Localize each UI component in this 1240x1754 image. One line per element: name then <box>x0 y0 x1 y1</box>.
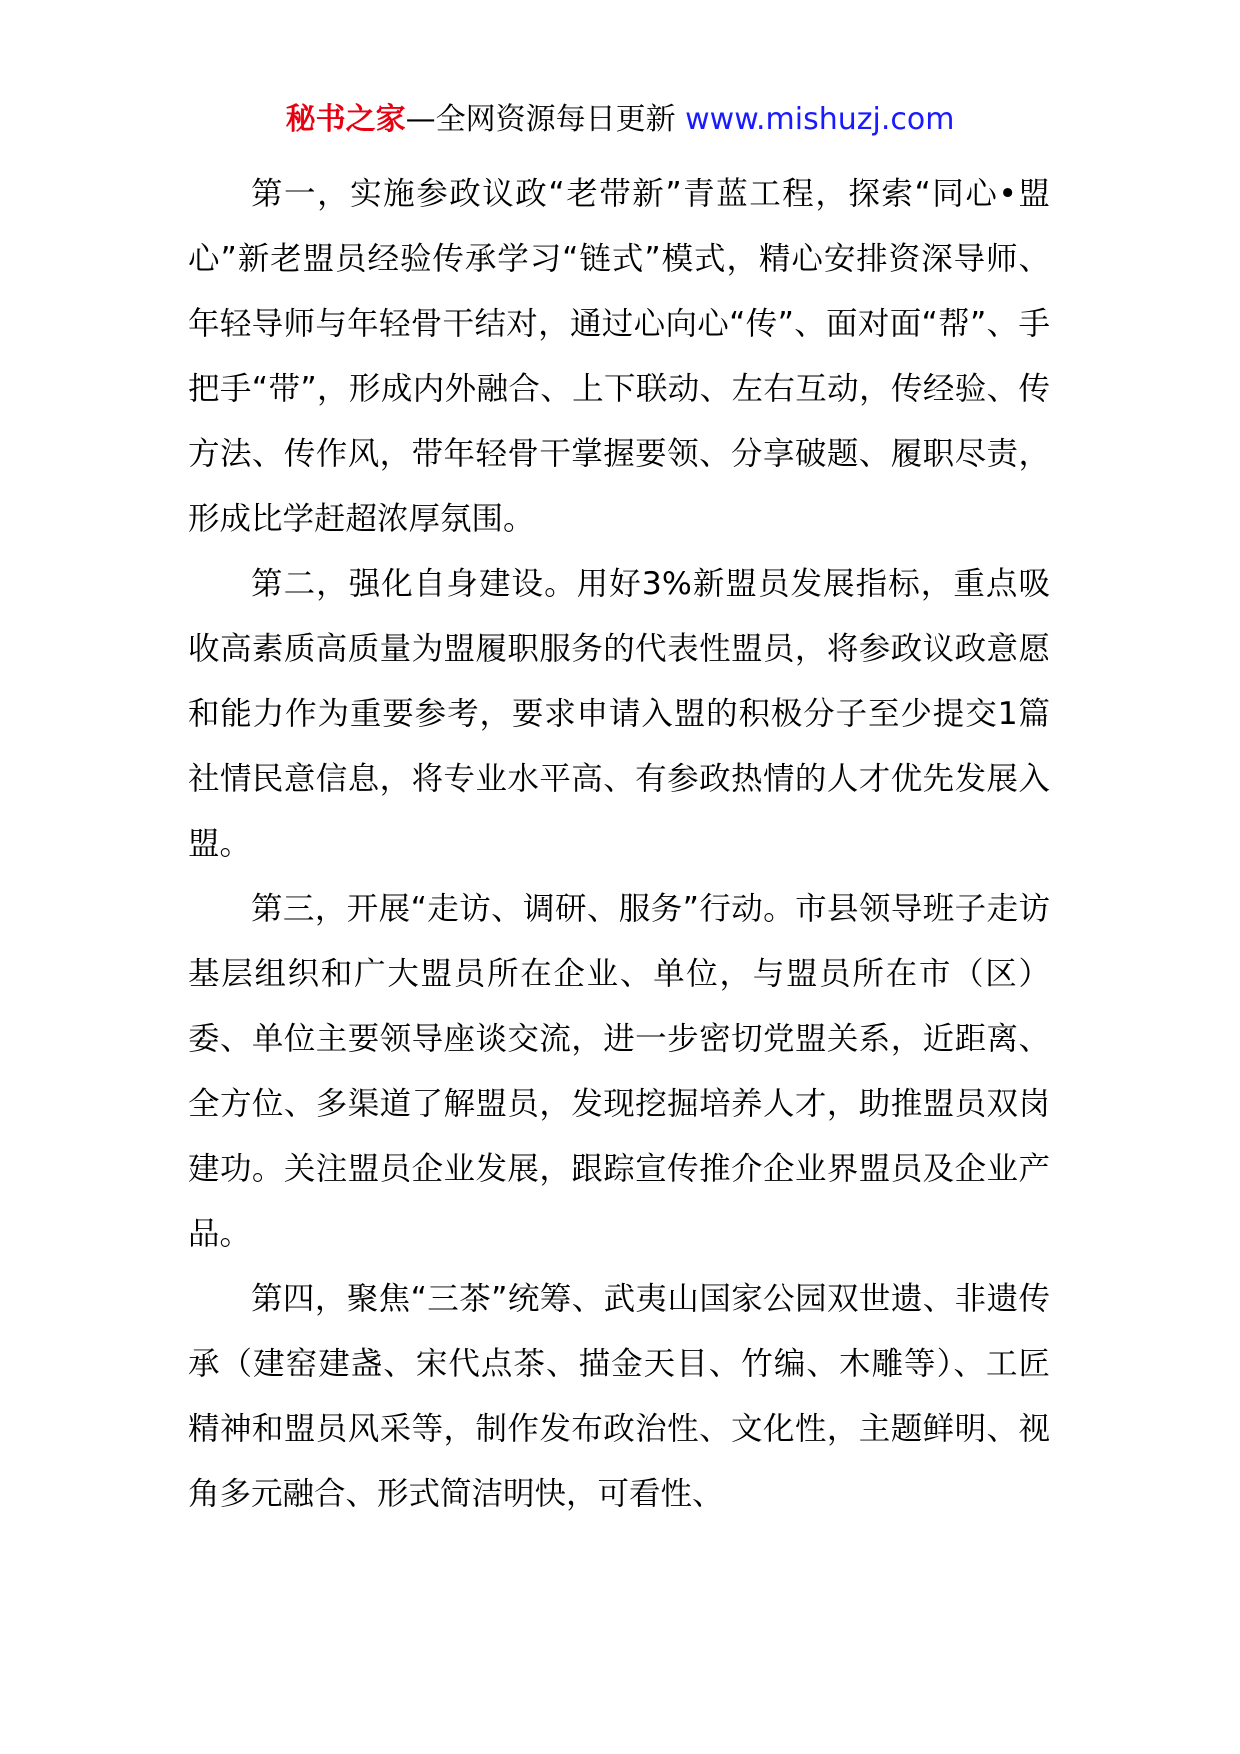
site-url-link[interactable]: www.mishuzj.com <box>685 102 955 137</box>
paragraph-3: 第三，开展“走访、调研、服务”行动。市县领导班子走访基层组织和广大盟员所在企业、单位，与盟员所在市（区）委、单位主要领导座谈交流，进一步密切党盟关系，近距离、全方位、多渠道了解盟员，发现挖掘培养人才，助推盟员双岗建功。关注盟员企业发展，跟踪宣传推介企业界盟员及企业产品。 <box>188 891 1050 1252</box>
document-body <box>188 162 1050 1527</box>
paragraph-1: 第一，实施参政议政“老带新”青蓝工程，探索“同心•盟心”新老盟员经验传承学习“链式”模式，精心安排资深导师、年轻导师与年轻骨干结对，通过心向心“传”、面对面“帮”、手把手“带”，形成内外融合、上下联动、左右互动，传经验、传方法、传作风，带年轻骨干掌握要领、分享破题、履职尽责，形成比学赶超浓厚氛围。 <box>188 176 1050 537</box>
site-tagline: —全网资源每日更新 <box>405 102 686 137</box>
site-brand: 秘书之家 <box>285 102 406 137</box>
paragraph-2: 第二，强化自身建设。用好3%新盟员发展指标，重点吸收高素质高质量为盟履职服务的代表性盟员，将参政议政意愿和能力作为重要参考，要求申请入盟的积极分子至少提交1篇社情民意信息，将专业水平高、有参政热情的人才优先发展入盟。 <box>188 566 1050 862</box>
site-header <box>0 98 1240 142</box>
paragraph-4: 第四，聚焦“三茶”统筹、武夷山国家公园双世遗、非遗传承（建窑建盏、宋代点茶、描金天目、竹编、木雕等）、工匠精神和盟员风采等，制作发布政治性、文化性，主题鲜明、视角多元融合、形式简洁明快，可看性、 <box>188 1281 1050 1512</box>
